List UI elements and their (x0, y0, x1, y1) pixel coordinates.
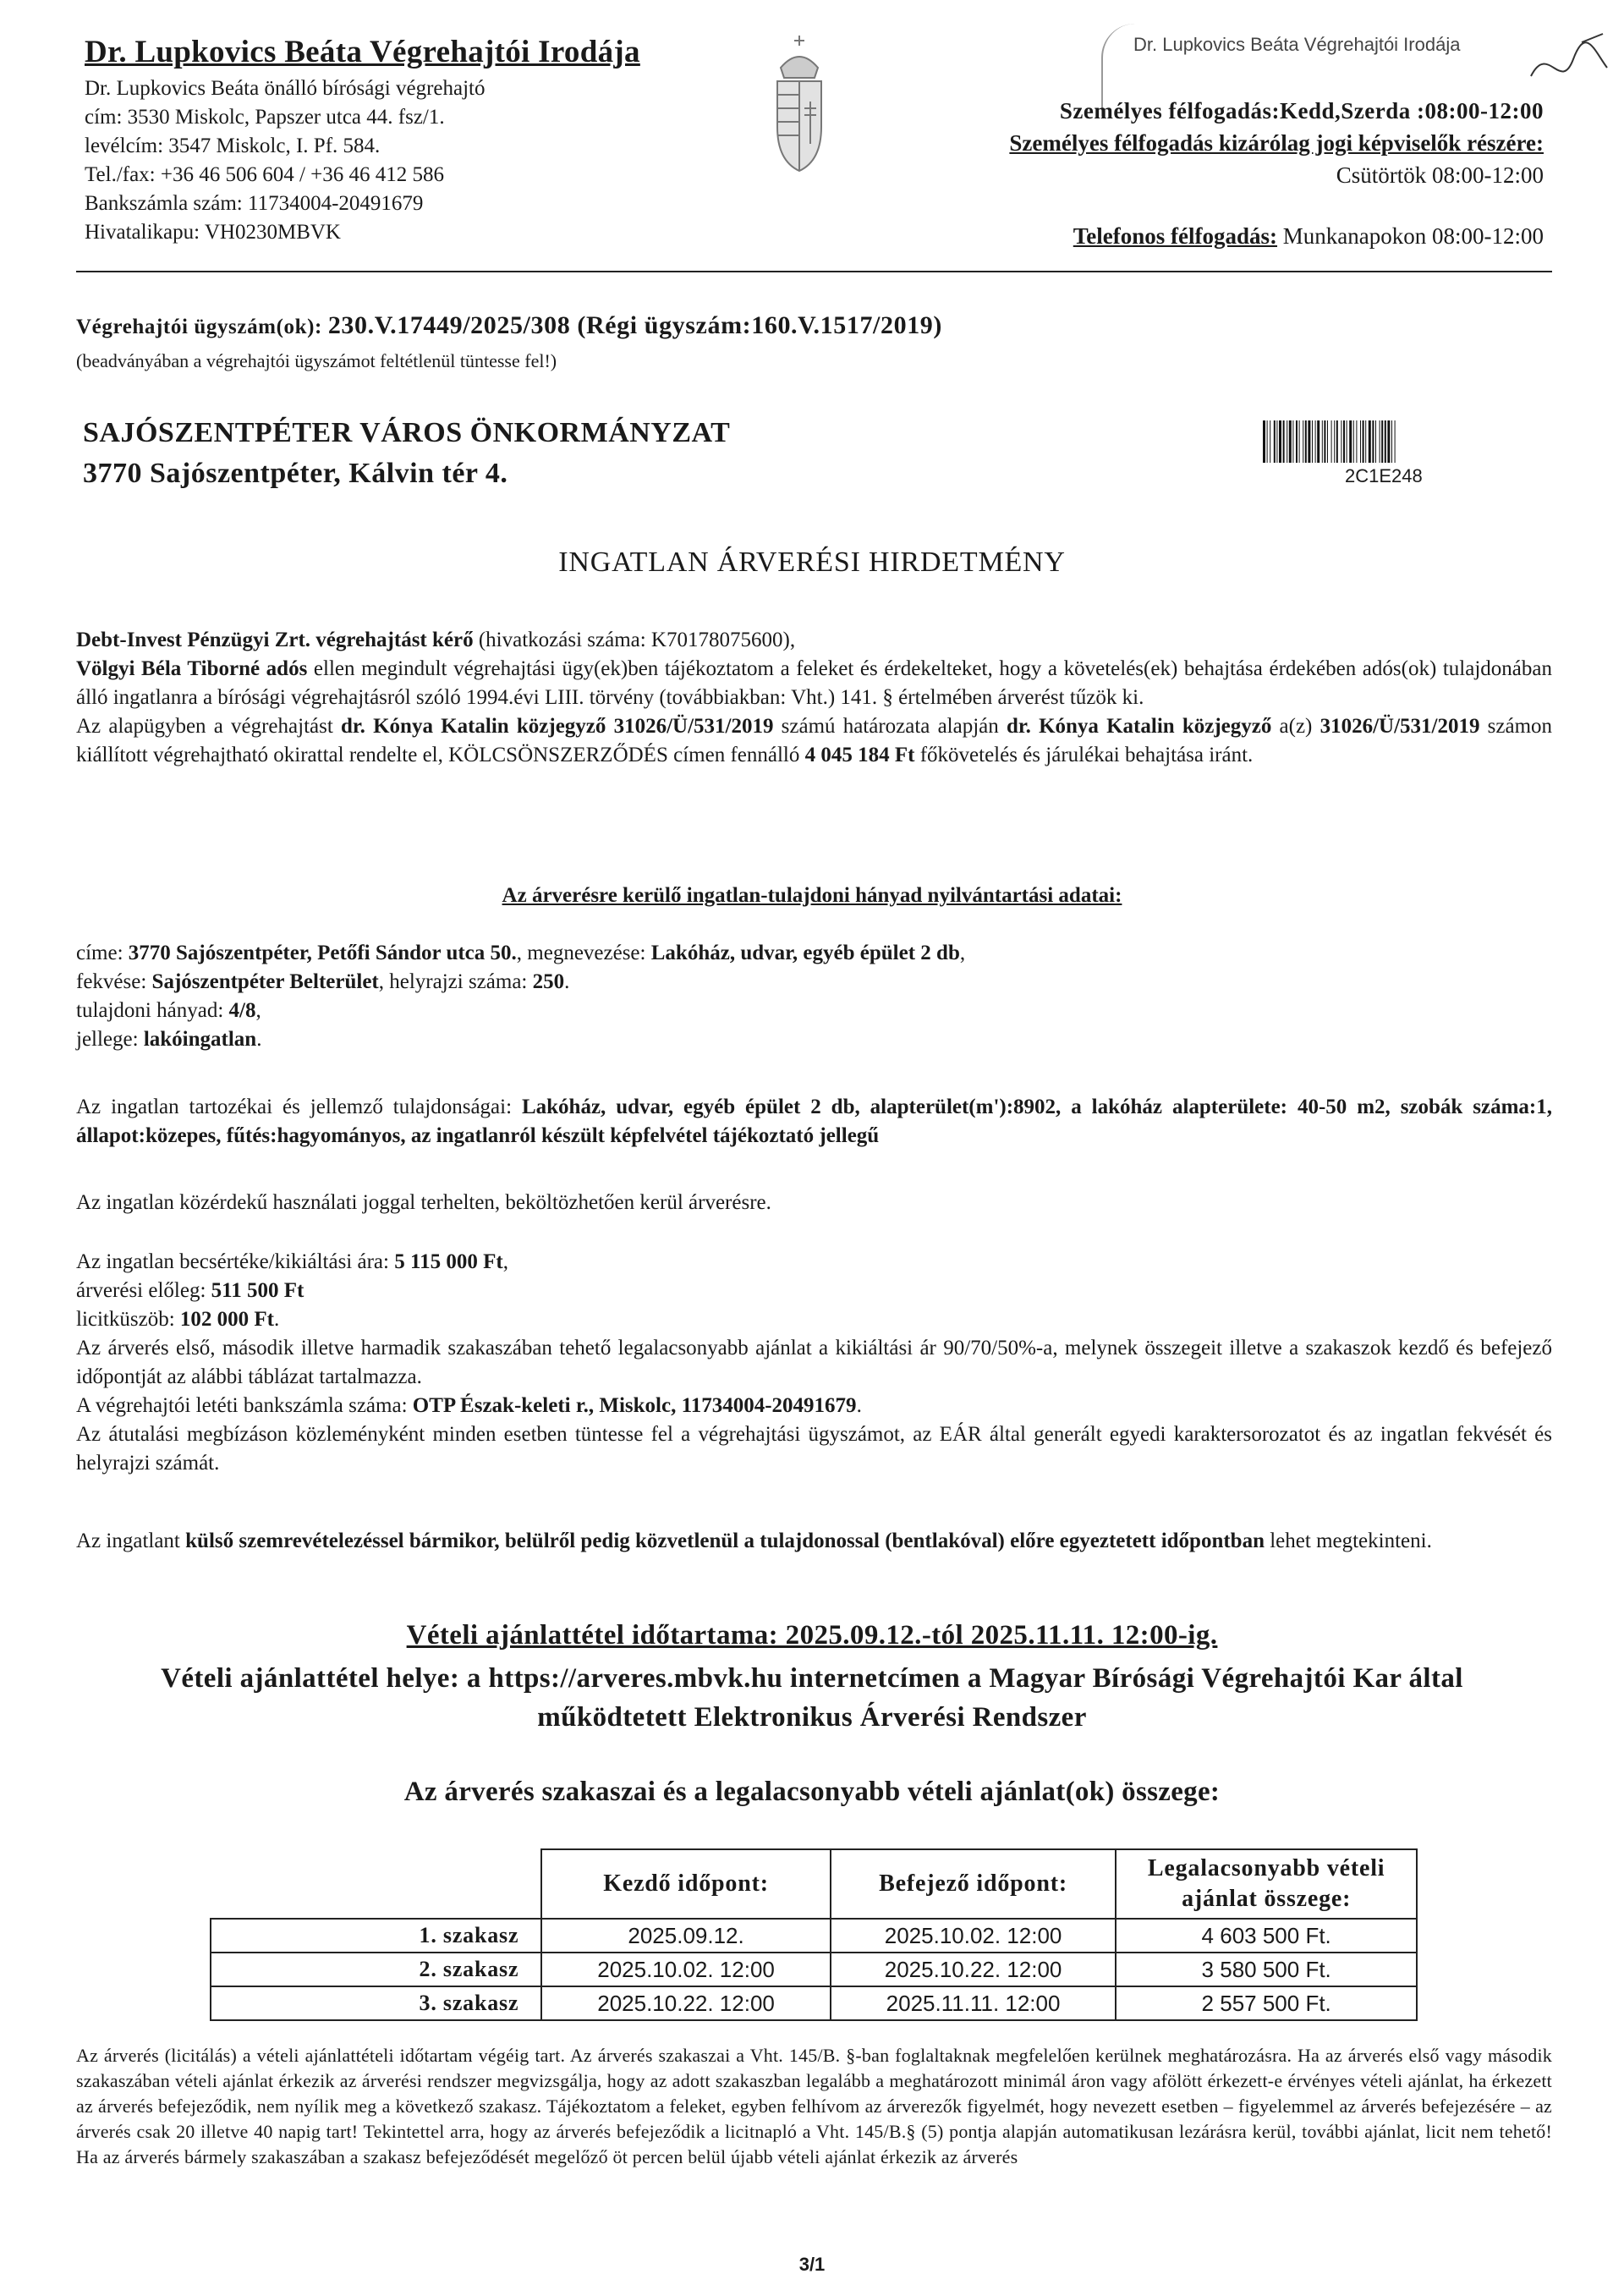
stage-name: 3. szakasz (211, 1986, 541, 2020)
page-number: 3/1 (798, 2254, 826, 2275)
coat-of-arms-icon (765, 34, 833, 178)
office-info (85, 74, 486, 247)
addressee (83, 413, 730, 494)
property-lot: 250 (532, 970, 565, 993)
phone-reception (1009, 220, 1544, 252)
base-case-text: a(z) (1271, 715, 1320, 738)
office-info-line: Hivatalikapu: VH0230MBVK (85, 221, 341, 244)
property-label: , helyrajzi száma: (378, 970, 533, 993)
creditor: Debt-Invest Pénzügyi Zrt. végrehajtást kérő (76, 629, 474, 651)
price-details: Az ingatlan becsértéke/kikiáltási ára: 5 115 000 Ft, árverési előleg: 511 500 Ft licitküszöb: 102 000 Ft. (76, 1250, 508, 1331)
stage-start: 2025.10.02. 12:00 (541, 1953, 831, 1986)
inspection-terms: külső szemrevételezéssel bármikor, belülről pedig közvetlenül a tulajdonossal (bentlakóval) előre egyeztetett időpontban (185, 1530, 1265, 1552)
office-title: Dr. Lupkovics Beáta Végrehajtói Irodája (85, 35, 640, 69)
property-label: jellege: (76, 1028, 144, 1051)
office-info-line: cím: 3530 Miskolc, Papszer utca 44. fsz/1. (85, 106, 445, 129)
price-label: árverési előleg: (76, 1279, 211, 1302)
reception-line-legal: Személyes félfogadás kizárólag jogi képviselők részére: (1009, 130, 1544, 156)
reception-line: Csütörtök 08:00-12:00 (1336, 162, 1544, 188)
property-label: tulajdoni hányad: (76, 999, 229, 1022)
notary-decision: dr. Kónya Katalin közjegyző 31026/Ü/531/2019 (340, 715, 774, 738)
table-header: Legalacsonyabb vételi ajánlat összege: (1116, 1849, 1417, 1919)
barcode-text: 2C1E248 (1345, 465, 1423, 486)
bank-label: A végrehajtói letéti bankszámla száma: (76, 1394, 413, 1417)
property-label: fekvése: (76, 970, 152, 993)
phone-reception-label: Telefonos félfogadás: (1073, 223, 1278, 249)
case-note: (beadványában a végrehajtói ügyszámot feltétlenül tüntesse fel!) (76, 350, 557, 371)
table-header: Kezdő időpont: (541, 1849, 831, 1919)
offer-period: Vételi ajánlattétel időtartama: 2025.09.12.-tól 2025.11.11. 12:00-ig. (406, 1620, 1218, 1651)
reception-line: Személyes félfogadás:Kedd,Szerda :08:00-12:00 (1059, 98, 1544, 124)
case-number (76, 311, 942, 340)
property-label: címe: (76, 942, 129, 964)
reception-hours (1009, 95, 1544, 252)
property-label: , megnevezése: (516, 942, 651, 964)
property-label: Az ingatlan tartozékai és jellemző tulajdonságai: (76, 1096, 522, 1118)
table-header: Befejező időpont: (831, 1849, 1116, 1919)
property-heading: Az árverésre kerülő ingatlan-tulajdoni hányad nyilvántartási adatai: (502, 884, 1122, 907)
property-name: Lakóház, udvar, egyéb épület 2 db (650, 942, 960, 964)
table-row (211, 1986, 1417, 2020)
office-info-line: Bankszámla szám: 11734004-20491679 (85, 192, 424, 215)
table-row (211, 1919, 1417, 1953)
inspection-text: Az ingatlant (76, 1530, 186, 1552)
base-case-text: főkövetelés és járulékai behajtása iránt. (914, 744, 1254, 766)
stage-name: 2. szakasz (211, 1953, 541, 1986)
property-features (76, 1093, 1552, 1151)
auction-rules-note: Az árverés (licitálás) a vételi ajánlattételi időtartam végéig tart. Az árverés szakaszai a Vht. 145/B. §-ban foglaltaknak megfelelően kerülnek meghatározásra. Ha az árverés első vagy második szakaszában vételi ajánlat érkezik az árverési rendszer megvizsgálja, hogy az adott szakaszban legalább a meghatározott minimál áron vagy afölött érkezett-e érvényes vételi ajánlat, ha érkezett az árverés befejeződik, nem nyílik meg a következő szakasz. Tájékoztatom a feleket, egyben felhívom az árverezők figyelmét, hogy nevezett esetben – figyelemmel az árverés befejezésére – az árverés csak 20 illetve 40 napig tart! Tekintettel arra, hogy az árverés befejeződik a licitnapló a Vht. 145/B.§ (5) pontja alapján automatikusan lezárásra kerül, további ajánlat, licit nem tehető! Ha az árverés bármely szakaszában a szakasz befejeződését megelőző öt percen belül újabb vételi ajánlat érkezik az árverés (76, 2045, 1552, 2167)
intro-paragraph (76, 626, 1552, 770)
price-label: Az ingatlan becsértéke/kikiáltási ára: (76, 1250, 395, 1273)
document-title: INGATLAN ÁRVERÉSI HIRDETMÉNY (558, 547, 1066, 578)
property-address: 3770 Sajószentpéter, Petőfi Sándor utca 50. (128, 942, 517, 964)
office-info-line: Dr. Lupkovics Beáta önálló bírósági végrehajtó (85, 77, 486, 100)
price-label: licitküszöb: (76, 1308, 180, 1331)
lowest-offer-text: Az árverés első, második illetve harmadik szakaszában tehető legalacsonyabb ajánlat a kikiáltási ár 90/70/50%-a, melynek összegeit illetve a szakaszok kezdő és befejező időpontját az alábbi táblázat tartalmazza. (76, 1337, 1552, 1388)
header-divider (76, 271, 1552, 272)
stage-start: 2025.10.22. 12:00 (541, 1986, 831, 2020)
table-header-row (211, 1849, 1417, 1919)
base-case-text: Az alapügyben a végrehajtást (76, 715, 341, 738)
document-number: 31026/Ü/531/2019 (1320, 715, 1480, 738)
stage-amount: 2 557 500 Ft. (1116, 1986, 1417, 2020)
stage-name: 1. szakasz (211, 1919, 541, 1953)
claim-amount: 4 045 184 Ft (804, 744, 915, 766)
property-share: 4/8 (228, 999, 256, 1022)
case-number-value: 230.V.17449/2025/308 (Régi ügyszám:160.V.1517/2019) (327, 311, 942, 339)
stage-end: 2025.10.02. 12:00 (831, 1919, 1116, 1953)
property-encumbrance: Az ingatlan közérdekű használati joggal terhelten, beköltözhetően kerül árverésre. (76, 1191, 771, 1214)
stages-title: Az árverés szakaszai és a legalacsonyabb vételi ajánlat(ok) összege: (403, 1777, 1221, 1807)
debtor: Völgyi Béla Tiborné adós (76, 657, 308, 680)
stamp-text: Dr. Lupkovics Beáta Végrehajtói Irodája (1133, 34, 1461, 55)
stage-start: 2025.09.12. (541, 1919, 831, 1953)
stage-end: 2025.11.11. 12:00 (831, 1986, 1116, 2020)
office-info-line: Tel./fax: +36 46 506 604 / +36 46 412 586 (85, 163, 445, 186)
table-row (211, 1953, 1417, 1986)
estimate-price: 5 115 000 Ft (394, 1250, 503, 1273)
base-case-text: számon kiállított végrehajtható okirattal rendelte el, KÖLCSÖNSZERZŐDÉS címen fennálló (76, 715, 1553, 766)
base-case-text: számú határozata alapján (773, 715, 1007, 738)
bid-increment: 102 000 Ft (179, 1308, 275, 1331)
office-info-line: levélcím: 3547 Miskolc, I. Pf. 584. (85, 135, 381, 157)
stage-amount: 3 580 500 Ft. (1116, 1953, 1417, 1986)
notary-name: dr. Kónya Katalin közjegyző (1006, 715, 1272, 738)
intro-sentence: ellen megindult végrehajtási ügy(ek)ben tájékoztatom a feleket és érdekelteket, hogy a követelés(ek) behajtása érdekében adós(ok) tulajdonában álló ingatlanra a bírósági végrehajtásról szóló 1994.évi LIII. törvény (továbbiakban: Vht.) 141. § értelmében árverést tűzök ki. (76, 657, 1552, 709)
property-type: lakóingatlan (143, 1028, 257, 1051)
inspection-text: lehet megtekinteni. (1264, 1530, 1432, 1552)
barcode (1263, 420, 1514, 463)
phone-reception-hours: Munkanapokon 08:00-12:00 (1277, 223, 1544, 249)
addressee-name: SAJÓSZENTPÉTER VÁROS ÖNKORMÁNYZAT (83, 417, 731, 448)
inspection-info (76, 1527, 1552, 1556)
bank-account: OTP Észak-keleti r., Miskolc, 11734004-20491679 (412, 1394, 857, 1417)
property-location: Sajószentpéter Belterület (151, 970, 379, 993)
property-features-value: Lakóház, udvar, egyéb épület 2 db, alapterület(m'):8902, a lakóház alapterülete: 40-50 m2, szobák száma:1, állapot:közepes, fűtés:hagyományos, az ingatlanról készült képfelvétel tájékoztató jellegű (76, 1096, 1552, 1147)
case-number-label: Végrehajtói ügyszám(ok): (76, 316, 328, 338)
signature-icon (1522, 25, 1616, 102)
stage-amount: 4 603 500 Ft. (1116, 1919, 1417, 1953)
offer-place: Vételi ajánlattétel helye: a https://arveres.mbvk.hu internetcímen a Magyar Bírósági Végrehajtói Kar által működtetett Elektronikus Árverési Rendszer (161, 1663, 1463, 1733)
deposit-amount: 511 500 Ft (211, 1279, 304, 1302)
property-details: címe: 3770 Sajószentpéter, Petőfi Sándor utca 50., megnevezése: Lakóház, udvar, egyéb épület 2 db, fekvése: Sajószentpéter Belterület, helyrajzi száma: 250. tulajdoni hányad: 4/8, jellege: lakóingatlan. (76, 942, 966, 1051)
creditor-ref: (hivatkozási száma: K70178075600), (473, 629, 796, 651)
table-corner (211, 1849, 541, 1919)
payment-info: Az árverés első, második illetve harmadik szakaszában tehető legalacsonyabb ajánlat a kikiáltási ár 90/70/50%-a, melynek összegeit illetve a szakaszok kezdő és befejező időpontját az alábbi táblázat tartalmazza. A végrehajtói letéti bankszámla száma: OTP Észak-keleti r., Miskolc, 11734004-20491679. Az átutalási megbízáson közleményként minden esetben tüntesse fel a végrehajtási ügyszámot, az EÁR által generált egyedi karaktersorozatot és az ingatlan fekvését és helyrajzi számát. (76, 1337, 1552, 1475)
stage-end: 2025.10.22. 12:00 (831, 1953, 1116, 1986)
stages-table (210, 1848, 1418, 2021)
addressee-address: 3770 Sajószentpéter, Kálvin tér 4. (83, 458, 508, 489)
transfer-text: Az átutalási megbízáson közleményként minden esetben tüntesse fel a végrehajtási ügyszámot, az EÁR által generált egyedi karaktersorozatot és az ingatlan fekvését és helyrajzi számát. (76, 1423, 1552, 1475)
